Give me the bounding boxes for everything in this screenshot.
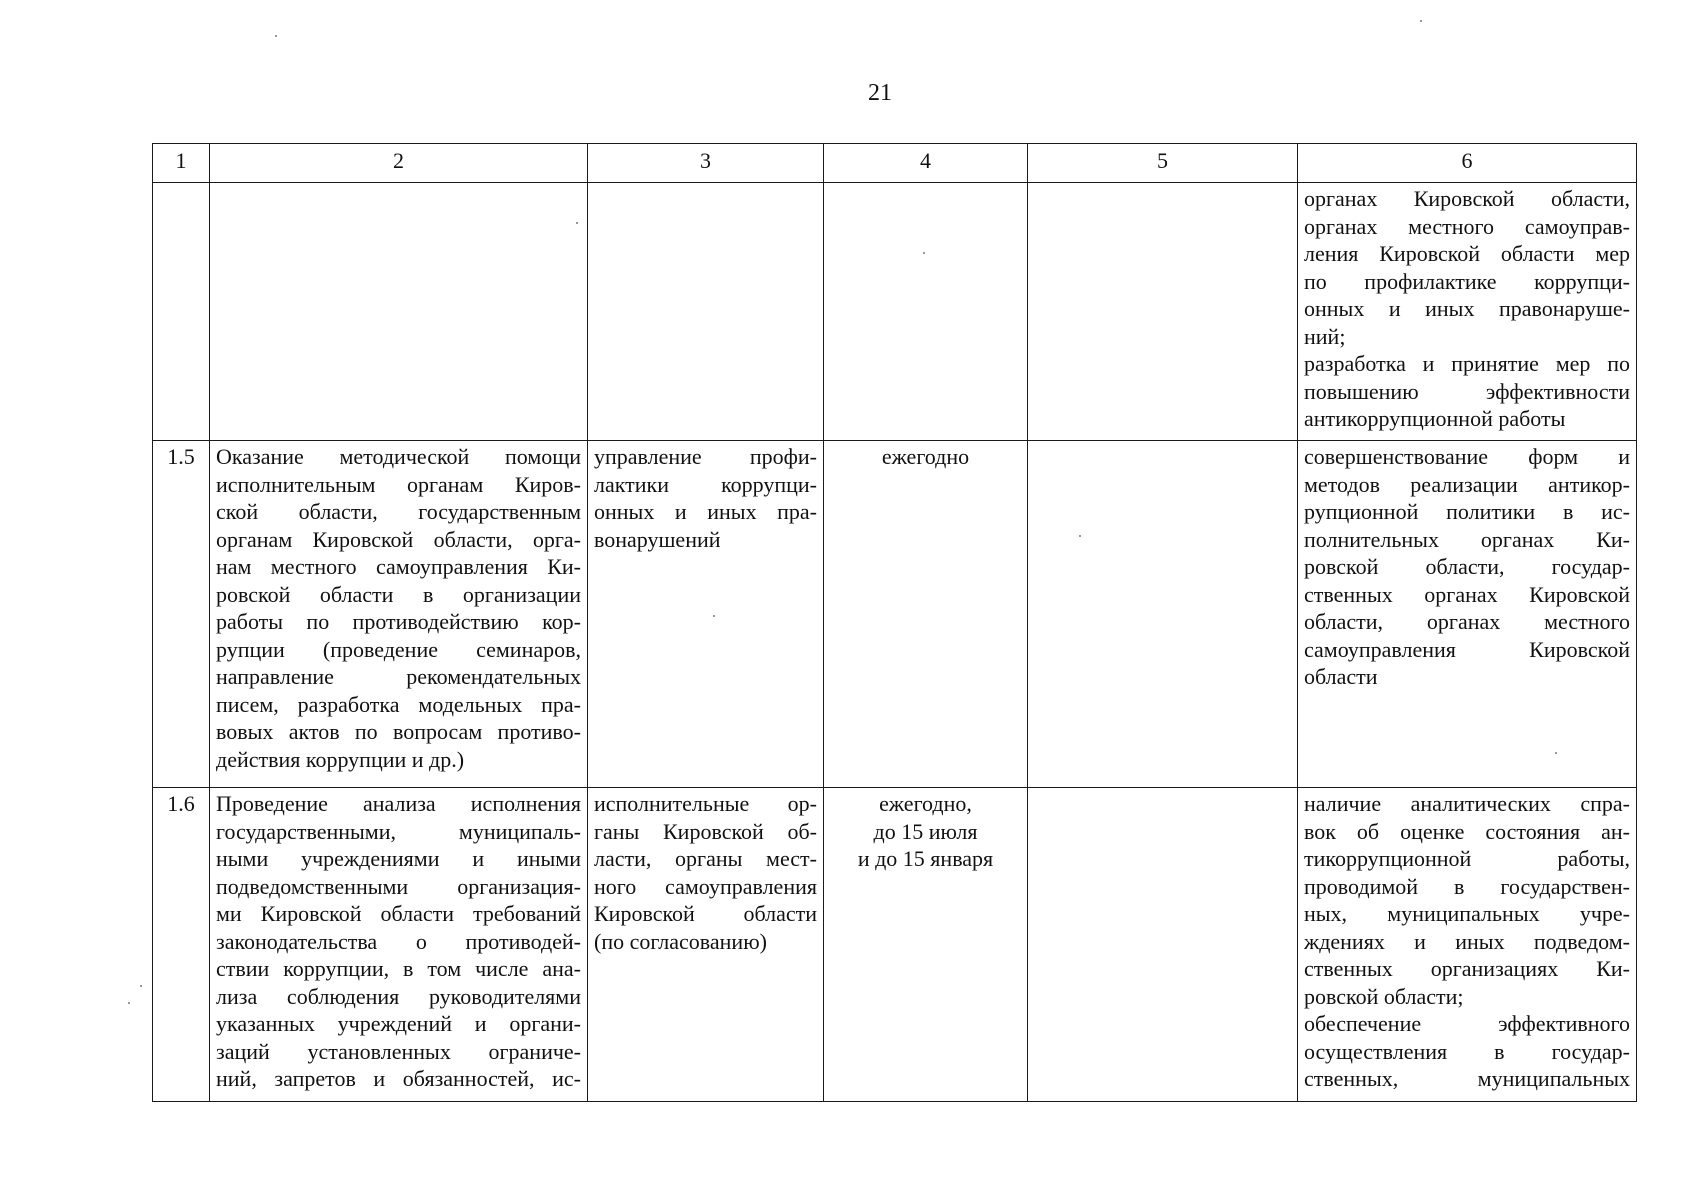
header-cell-4: 4	[824, 144, 1028, 183]
result-line: органах местного самоуправ-	[1304, 213, 1630, 239]
scan-speck	[576, 222, 578, 224]
result-line: совершенствование форм и	[1304, 444, 1630, 469]
executor-line: лактики коррупци-	[594, 471, 817, 497]
header-cell-1: 1	[153, 144, 210, 183]
scan-speck	[713, 615, 715, 617]
result-line: разработка и принятие мер по	[1304, 351, 1630, 376]
col5-cell	[1028, 788, 1298, 1102]
scan-speck	[128, 1002, 130, 1004]
measure-line: работы по противодействию кор-	[216, 609, 581, 634]
scan-speck	[923, 252, 925, 254]
result-cell	[1298, 183, 1637, 441]
table-row	[153, 788, 1637, 1102]
col5-cell	[1028, 441, 1298, 788]
executor-cell	[588, 788, 824, 1102]
measure-line: заций установленных ограниче-	[216, 1038, 581, 1064]
result-line: ровской области, государ-	[1304, 554, 1630, 579]
measure-line: нам местного самоуправления Ки-	[216, 554, 581, 579]
executor-line: Кировской области	[594, 901, 817, 926]
result-line: тикоррупционной работы,	[1304, 846, 1630, 871]
header-cell-3: 3	[588, 144, 824, 183]
plan-table	[152, 143, 1637, 1102]
result-line: ственных организациях Ки-	[1304, 956, 1630, 981]
term-cell: ежегодно, до 15 июля и до 15 января	[824, 788, 1028, 1102]
measure-line: лиза соблюдения руководителями	[216, 983, 581, 1009]
col5-cell	[1028, 183, 1298, 441]
result-line: наличие аналитических спра-	[1304, 791, 1630, 816]
measure-line: вовых актов по вопросам противо-	[216, 719, 581, 744]
table-row	[153, 441, 1637, 788]
result-line: ных, муниципальных учре-	[1304, 901, 1630, 926]
table-header-row	[153, 144, 1637, 183]
scan-speck	[1420, 20, 1422, 22]
result-line: обеспечение эффективного	[1304, 1011, 1630, 1036]
measure-line: исполнительным органам Киров-	[216, 471, 581, 497]
measure-line: ской области, государственным	[216, 499, 581, 524]
result-line: вок об оценке состояния ан-	[1304, 818, 1630, 844]
result-line: антикоррупционной работы	[1304, 406, 1566, 431]
result-line: органах Кировской области,	[1304, 186, 1630, 211]
result-line: области, органах местного	[1304, 609, 1630, 634]
measure-line: Оказание методической помощи	[216, 444, 581, 469]
result-line: ления Кировской области мер	[1304, 241, 1630, 266]
measure-line: законодательства о противодей-	[216, 928, 581, 954]
header-cell-5: 5	[1028, 144, 1298, 183]
result-line: по профилактике коррупци-	[1304, 268, 1630, 294]
measure-line: ствии коррупции, в том числе ана-	[216, 956, 581, 981]
executor-line: исполнительные ор-	[594, 791, 817, 816]
executor-line: вонарушений	[594, 526, 721, 552]
result-line: ровской области;	[1304, 983, 1464, 1009]
scan-speck	[140, 985, 142, 987]
scan-speck	[1079, 535, 1081, 537]
term-cell	[824, 183, 1028, 441]
result-line: онных и иных правонаруше-	[1304, 296, 1630, 321]
measure-cell	[210, 788, 588, 1102]
executor-cell	[588, 441, 824, 788]
measure-line: указанных учреждений и органи-	[216, 1011, 581, 1036]
measure-line: ний, запретов и обязанностей, ис-	[216, 1066, 581, 1091]
executor-line: (по согласованию)	[594, 928, 767, 954]
result-line: ний;	[1304, 323, 1346, 349]
result-line: ственных, муниципальных	[1304, 1066, 1630, 1091]
result-cell	[1298, 441, 1637, 788]
table-row	[153, 183, 1637, 441]
measure-line: действия коррупции и др.)	[216, 746, 465, 772]
measure-line: рупции (проведение семинаров,	[216, 636, 581, 662]
measure-line: Проведение анализа исполнения	[216, 791, 581, 816]
term-cell: ежегодно	[824, 441, 1028, 788]
measure-cell	[210, 441, 588, 788]
result-line: повышению эффективности	[1304, 378, 1630, 404]
result-line: проводимой в государствен-	[1304, 873, 1630, 899]
header-cell-2: 2	[210, 144, 588, 183]
result-line: рупционной политики в ис-	[1304, 499, 1630, 524]
executor-line: ганы Кировской об-	[594, 818, 817, 844]
measure-line: ми Кировской области требований	[216, 901, 581, 926]
result-line: ственных органах Кировской	[1304, 581, 1630, 607]
measure-line: ровской области в организации	[216, 581, 581, 607]
executor-line: ласти, органы мест-	[594, 846, 817, 871]
result-line: самоуправления Кировской	[1304, 636, 1630, 662]
executor-line: управление профи-	[594, 444, 817, 469]
measure-line: писем, разработка модельных пра-	[216, 691, 581, 717]
row-number: 1.5	[153, 441, 210, 788]
result-line: области	[1304, 664, 1378, 689]
executor-cell	[588, 183, 824, 441]
measure-line: подведомственными организация-	[216, 873, 581, 899]
executor-line: ного самоуправления	[594, 873, 817, 899]
row-number	[153, 183, 210, 441]
measure-line: ными учреждениями и иными	[216, 846, 581, 871]
row-number: 1.6	[153, 788, 210, 1102]
result-line: полнительных органах Ки-	[1304, 526, 1630, 552]
result-line: ждениях и иных подведом-	[1304, 928, 1630, 954]
measure-line: органам Кировской области, орга-	[216, 526, 581, 552]
header-cell-6: 6	[1298, 144, 1637, 183]
page-number: 21	[868, 80, 892, 106]
result-line: осуществления в государ-	[1304, 1038, 1630, 1064]
measure-line: направление рекомендательных	[216, 664, 581, 689]
result-cell	[1298, 788, 1637, 1102]
measure-cell	[210, 183, 588, 441]
result-line: методов реализации антикор-	[1304, 471, 1630, 497]
scan-speck	[275, 35, 277, 37]
scan-speck	[1555, 752, 1557, 754]
executor-line: онных и иных пра-	[594, 499, 817, 524]
measure-line: государственными, муниципаль-	[216, 818, 581, 844]
